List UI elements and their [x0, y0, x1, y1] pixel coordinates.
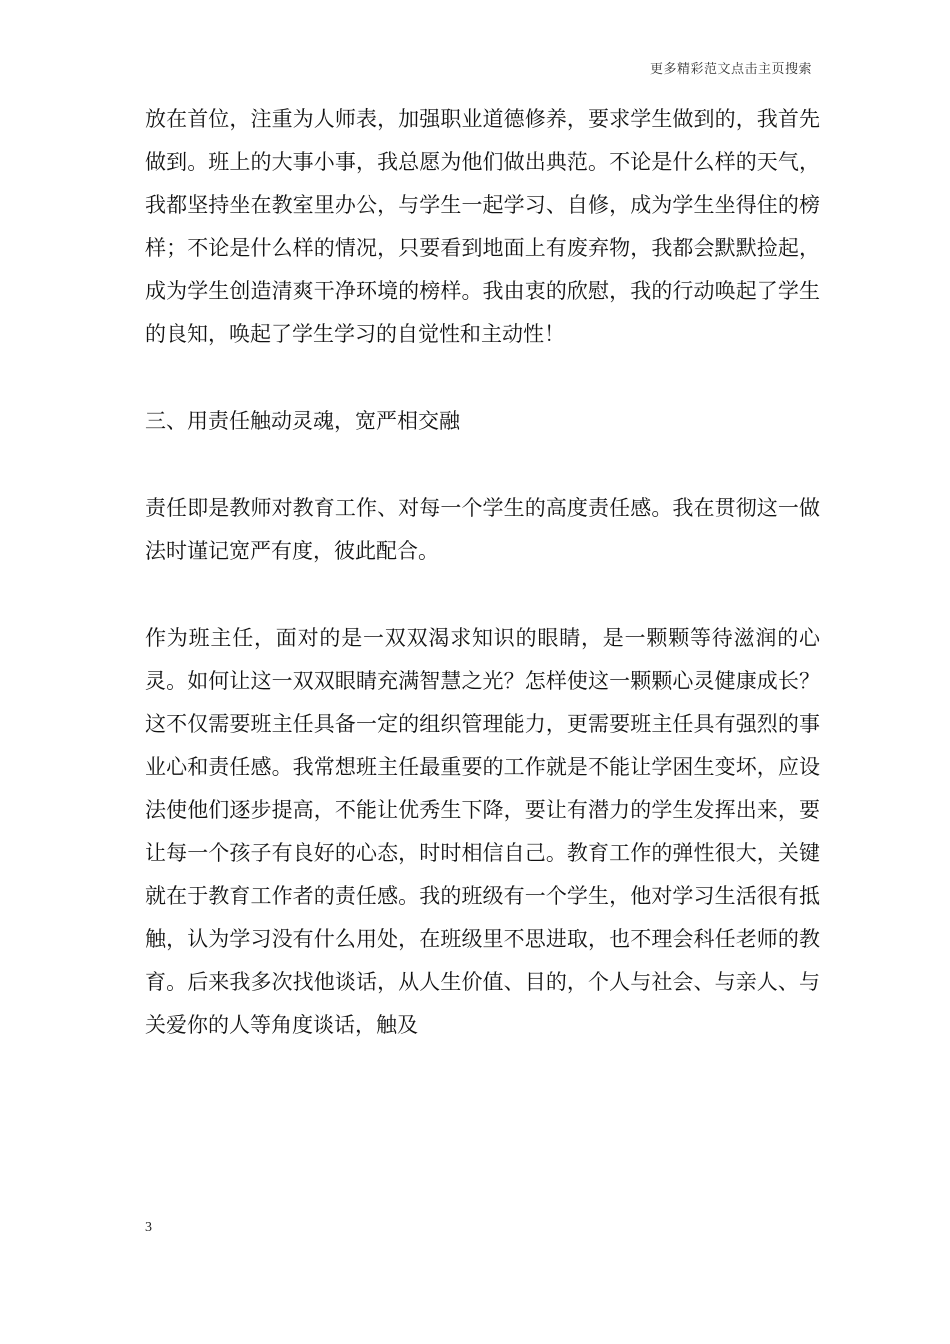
body-paragraph-1: 放在首位，注重为人师表，加强职业道德修养，要求学生做到的，我首先做到。班上的大事小事，我总愿为他们做出典范。不论是什么样的天气，我都坚持坐在教室里办公，与学生一起学习、自修，成为学生坐得住的榜样；不论是什么样的情况，只要看到地面上有废弃物，我都会默默捡起，成为学生创造清爽干净环境的榜样。我由衷的欣慰，我的行动唤起了学生的良知，唤起了学生学习的自觉性和主动性！ — [145, 107, 820, 346]
section-heading-3: 三、用责任触动灵魂，宽严相交融 — [145, 409, 460, 433]
header-promo-note: 更多精彩范文点击主页搜索 — [649, 62, 812, 77]
body-paragraph-2: 责任即是教师对教育工作、对每一个学生的高度责任感。我在贯彻这一做法时谨记宽严有度，彼此配合。 — [145, 496, 820, 563]
body-paragraph-3: 作为班主任，面对的是一双双渴求知识的眼睛，是一颗颗等待滋润的心灵。如何让这一双双眼睛充满智慧之光？怎样使这一颗颗心灵健康成长？这不仅需要班主任具备一定的组织管理能力，更需要班主任具有强烈的事业心和责任感。我常想班主任最重要的工作就是不能让学困生变坏，应设法使他们逐步提高，不能让优秀生下降，要让有潜力的学生发挥出来，要让每一个孩子有良好的心态，时时相信自己。教育工作的弹性很大，关键就在于教育工作者的责任感。我的班级有一个学生，他对学习生活很有抵触，认为学习没有什么用处，在班级里不思进取，也不理会科任老师的教育。后来我多次找他谈话，从人生价值、目的，个人与社会、与亲人、与关爱你的人等角度谈话，触及 — [145, 626, 820, 1037]
page-number: 3 — [145, 1220, 152, 1235]
document-body — [145, 98, 820, 1047]
